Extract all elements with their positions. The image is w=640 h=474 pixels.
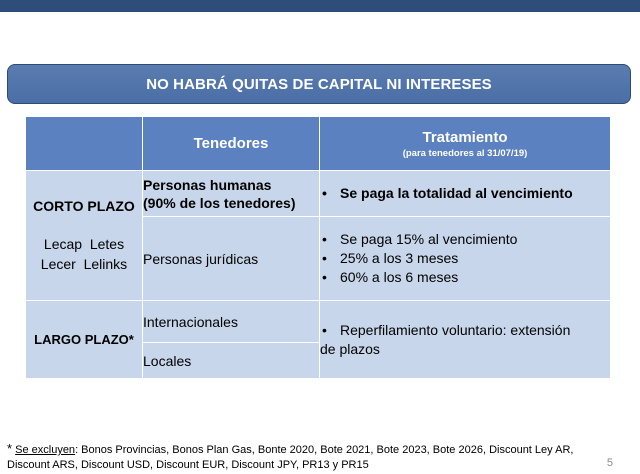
- corto-plazo-cell: [26, 171, 143, 301]
- footnote-star: *: [7, 441, 13, 456]
- corto-plazo-title: CORTO PLAZO: [33, 197, 135, 214]
- tratamiento-bullet: • 60% a los 6 meses: [320, 268, 610, 287]
- tenedor-line1: Personas humanas: [143, 176, 272, 193]
- header-tenedores: [143, 117, 320, 171]
- header-tratamiento-label: Tratamiento: [422, 128, 508, 146]
- top-bar: [0, 0, 640, 12]
- corto-instruments-line1: Lecap Letes: [43, 235, 125, 252]
- tenedor-personas-humanas: [143, 171, 320, 217]
- tratamiento-personas-humanas: [320, 171, 611, 217]
- tenedor-internacionales: [143, 301, 320, 343]
- tratamiento-bullet: • Reperfilamiento voluntario: extensión: [320, 321, 610, 340]
- table-header-row: [26, 117, 611, 171]
- tenedor-label: Locales: [143, 352, 192, 369]
- tratamiento-bullet: • Se paga la totalidad al vencimiento: [320, 184, 610, 203]
- tratamiento-bullet: • Se paga 15% al vencimiento: [320, 230, 610, 249]
- tenedor-label: Internacionales: [143, 313, 238, 330]
- page-number: 5: [606, 457, 613, 469]
- header-tratamiento-sub: (para tenedores al 31/07/19): [402, 147, 528, 159]
- header-tenedores-label: Tenedores: [193, 135, 269, 152]
- banner-title: [7, 64, 631, 104]
- tenedor-line1: Personas jurídicas: [143, 250, 259, 267]
- header-tratamiento: [320, 117, 611, 171]
- tenedor-locales: [143, 343, 320, 379]
- tratamiento-personas-juridicas: [320, 217, 611, 301]
- footnote-underlined: Se excluyen: [15, 444, 76, 456]
- table-row: [26, 171, 611, 217]
- footnote-text-line2: Discount ARS, Discount USD, Discount EUR, Discount JPY, PR13 y PR15: [7, 459, 369, 471]
- footnote-text-line1: : Bonos Provincias, Bonos Plan Gas, Bonte 2020, Bote 2021, Bote 2023, Bote 2026, Discount Ley AR,: [75, 444, 574, 456]
- tenedor-personas-juridicas: [143, 217, 320, 301]
- largo-plazo-title: LARGO PLAZO*: [34, 332, 134, 347]
- treatment-table: [25, 116, 611, 379]
- banner-title-text: NO HABRÁ QUITAS DE CAPITAL NI INTERESES: [146, 75, 492, 93]
- tratamiento-continuation: de plazos: [320, 340, 380, 357]
- corto-instruments-line2: Lecer Lelinks: [40, 255, 128, 272]
- tratamiento-bullet: • 25% a los 3 meses: [320, 249, 610, 268]
- tenedor-line2: (90% de los tenedores): [143, 194, 296, 211]
- footnote: [7, 441, 607, 473]
- header-empty-cell: [26, 117, 143, 171]
- table-row: [26, 301, 611, 343]
- tratamiento-largo-plazo: [320, 301, 611, 379]
- largo-plazo-cell: [26, 301, 143, 379]
